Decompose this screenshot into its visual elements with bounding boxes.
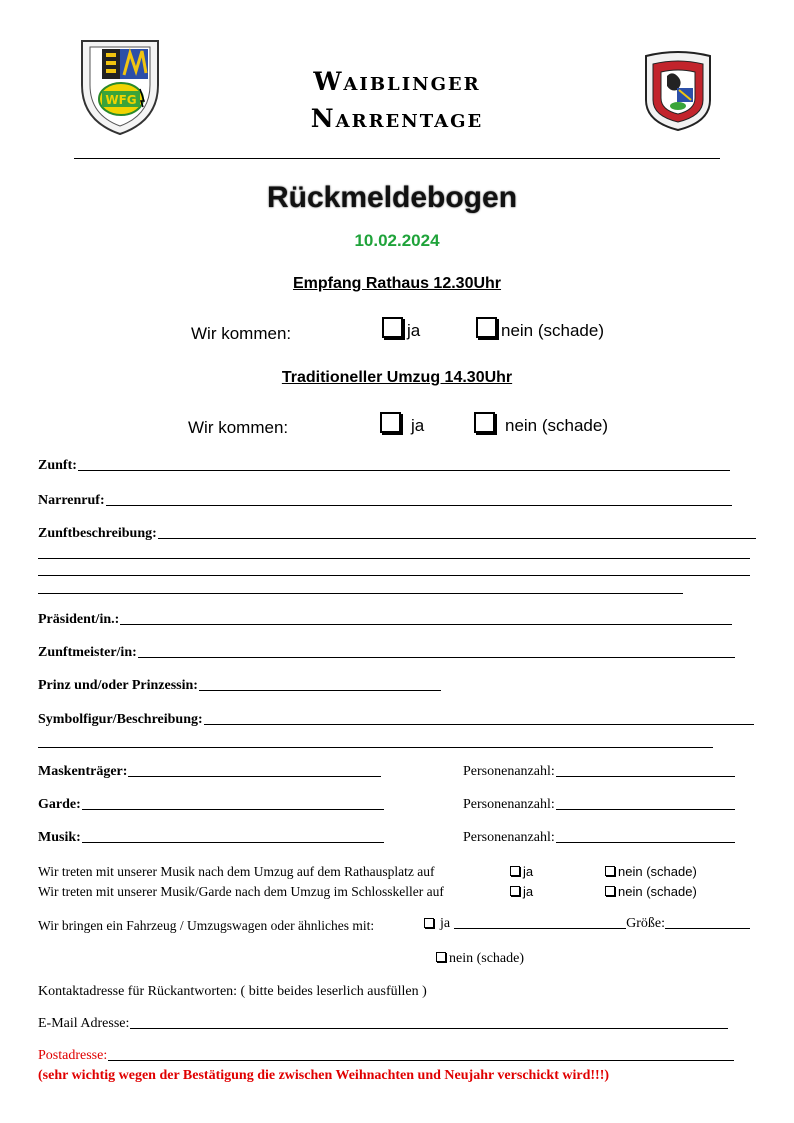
musik-label: Musik: xyxy=(38,830,81,845)
header-divider xyxy=(74,158,720,159)
garde-field[interactable] xyxy=(38,797,384,813)
section2-no-checkbox[interactable] xyxy=(474,412,495,433)
music-rathaus-no-label: nein (schade) xyxy=(618,864,697,879)
music-rathaus-yes-checkbox[interactable] xyxy=(510,866,520,876)
post-note: (sehr wichtig wegen der Bestätigung die zwischen Weihnachten und Neujahr verschickt wird!!!) xyxy=(38,1068,610,1083)
vehicle-no-option[interactable] xyxy=(436,951,524,967)
email-input-line[interactable] xyxy=(130,1028,728,1029)
section1-title: Empfang Rathaus 12.30Uhr xyxy=(292,275,502,292)
zunftbeschreibung-line-4[interactable] xyxy=(38,593,683,594)
narrenruf-input-line[interactable] xyxy=(106,505,732,506)
post-field[interactable] xyxy=(38,1048,734,1064)
vehicle-detail-input-line[interactable] xyxy=(454,928,626,929)
section2-yes-label: ja xyxy=(411,416,425,435)
zunftmeister-input-line[interactable] xyxy=(138,657,735,658)
zunftbeschreibung-line-2[interactable] xyxy=(38,558,750,559)
musik-personen-input-line[interactable] xyxy=(556,842,735,843)
garde-personen-label: Personenanzahl: xyxy=(463,797,555,812)
vehicle-no-checkbox[interactable] xyxy=(436,952,446,962)
narrenruf-label: Narrenruf: xyxy=(38,493,105,508)
section1-prompt: Wir kommen: xyxy=(191,324,292,343)
section1-no-option[interactable] xyxy=(476,317,604,341)
masken-personen-label: Personenanzahl: xyxy=(463,764,555,779)
musik-field[interactable] xyxy=(38,830,384,846)
title-line-2: Narrentage xyxy=(310,104,484,133)
music-rathaus-yes-label: ja xyxy=(523,864,534,879)
musik-personen-label: Personenanzahl: xyxy=(463,830,555,845)
vehicle-no-label: nein (schade) xyxy=(449,951,525,966)
masken-label: Maskenträger: xyxy=(38,764,128,779)
zunftmeister-field[interactable] xyxy=(38,645,735,661)
post-label: Postadresse: xyxy=(38,1048,108,1063)
garde-personen-input-line[interactable] xyxy=(556,809,735,810)
music-rathaus-no-option[interactable] xyxy=(605,864,697,879)
music-schlosskeller-no-option[interactable] xyxy=(605,884,697,899)
section2-prompt: Wir kommen: xyxy=(188,418,289,437)
prinz-label: Prinz und/oder Prinzessin: xyxy=(38,678,198,693)
section1-no-label: nein (schade) xyxy=(501,321,605,340)
masken-input-line[interactable] xyxy=(128,776,381,777)
vehicle-yes-label: ja xyxy=(440,916,451,931)
zunft-field[interactable] xyxy=(38,458,730,474)
vehicle-yes-option[interactable] xyxy=(424,916,750,932)
zunftmeister-label: Zunftmeister/in: xyxy=(38,645,137,660)
praesident-input-line[interactable] xyxy=(120,624,732,625)
section1-no-checkbox[interactable] xyxy=(476,317,497,338)
section2-yes-checkbox[interactable] xyxy=(380,412,401,433)
music-schlosskeller-no-checkbox[interactable] xyxy=(605,886,615,896)
vehicle-yes-checkbox[interactable] xyxy=(424,918,434,928)
music-rathaus-text: Wir treten mit unserer Musik nach dem Umzug auf dem Rathausplatz auf xyxy=(38,864,435,879)
prinz-input-line[interactable] xyxy=(199,690,441,691)
section2-no-label: nein (schade) xyxy=(505,416,609,435)
narrenruf-field[interactable] xyxy=(38,493,732,509)
section2-yes-option[interactable] xyxy=(380,412,424,436)
form-date: 10.02.2024 xyxy=(354,231,440,250)
symbolfigur-field[interactable] xyxy=(38,712,754,728)
garde-input-line[interactable] xyxy=(82,809,384,810)
zunftbeschreibung-label: Zunftbeschreibung: xyxy=(38,526,157,541)
music-schlosskeller-text: Wir treten mit unserer Musik/Garde nach dem Umzug im Schlosskeller auf xyxy=(38,884,444,899)
post-input-line[interactable] xyxy=(108,1060,734,1061)
vehicle-size-input-line[interactable] xyxy=(665,928,750,929)
section2-title: Traditioneller Umzug 14.30Uhr xyxy=(281,369,513,386)
symbolfigur-label: Symbolfigur/Beschreibung: xyxy=(38,712,203,727)
masken-personen-input-line[interactable] xyxy=(556,776,735,777)
vehicle-size-label: Größe: xyxy=(626,916,665,931)
symbolfigur-input-line[interactable] xyxy=(204,724,754,725)
garde-personen-field[interactable] xyxy=(463,797,735,813)
musik-input-line[interactable] xyxy=(82,842,384,843)
prinz-field[interactable] xyxy=(38,678,441,694)
garde-label: Garde: xyxy=(38,797,81,812)
masken-field[interactable] xyxy=(38,764,381,780)
zunft-label: Zunft: xyxy=(38,458,77,473)
svg-text:WFG: WFG xyxy=(105,93,137,107)
masken-personen-field[interactable] xyxy=(463,764,735,780)
section1-yes-label: ja xyxy=(407,321,421,340)
form-heading: Rückmeldebogen xyxy=(266,181,518,214)
section2-no-option[interactable] xyxy=(474,412,608,436)
email-field[interactable] xyxy=(38,1016,728,1032)
contact-intro: Kontaktadresse für Rückantworten: ( bitte beides leserlich ausfüllen ) xyxy=(38,984,427,999)
zunft-input-line[interactable] xyxy=(78,470,730,471)
music-schlosskeller-yes-label: ja xyxy=(523,884,534,899)
praesident-label: Präsident/in.: xyxy=(38,612,120,627)
zunftbeschreibung-line-3[interactable] xyxy=(38,575,750,576)
title-line-1: Waiblinger xyxy=(313,67,481,96)
symbolfigur-line-2[interactable] xyxy=(38,747,713,748)
music-schlosskeller-yes-option[interactable] xyxy=(510,884,533,899)
music-schlosskeller-yes-checkbox[interactable] xyxy=(510,886,520,896)
vehicle-text: Wir bringen ein Fahrzeug / Umzugswagen oder ähnliches mit: xyxy=(38,918,375,933)
music-schlosskeller-no-label: nein (schade) xyxy=(618,884,697,899)
email-label: E-Mail Adresse: xyxy=(38,1016,130,1031)
music-rathaus-no-checkbox[interactable] xyxy=(605,866,615,876)
section1-yes-option[interactable] xyxy=(382,317,420,341)
musik-personen-field[interactable] xyxy=(463,830,735,846)
zunftbeschreibung-field[interactable] xyxy=(38,526,756,542)
praesident-field[interactable] xyxy=(38,612,732,628)
music-rathaus-yes-option[interactable] xyxy=(510,864,533,879)
section1-yes-checkbox[interactable] xyxy=(382,317,403,338)
zunftbeschreibung-input-line[interactable] xyxy=(158,538,756,539)
